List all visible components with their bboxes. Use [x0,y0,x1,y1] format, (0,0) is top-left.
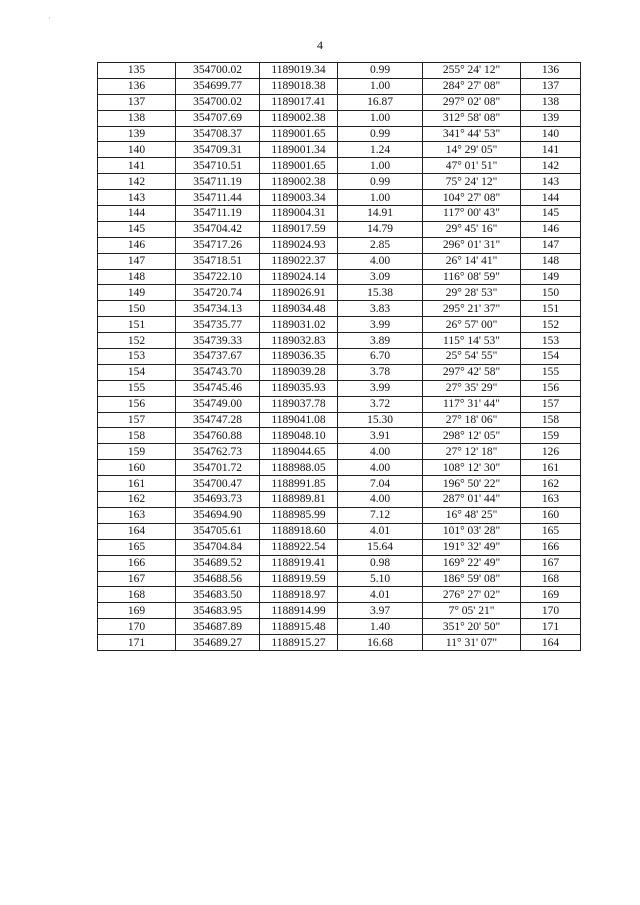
cell-x-coordinate: 354699.77 [176,78,260,94]
cell-point-number: 145 [98,221,176,237]
table-row [98,587,581,603]
cell-point-number: 152 [98,333,176,349]
cell-x-coordinate: 354722.10 [176,269,260,285]
cell-y-coordinate: 1189002.38 [260,174,338,190]
cell-distance: 3.72 [338,396,423,412]
cell-y-coordinate: 1189019.34 [260,63,338,79]
cell-point-number: 135 [98,63,176,79]
cell-y-coordinate: 1189002.38 [260,110,338,126]
cell-bearing: 297° 02' 08" [423,94,521,110]
table-row [98,523,581,539]
cell-next-point: 137 [521,78,581,94]
cell-bearing: 115° 14' 53" [423,333,521,349]
cell-next-point: 146 [521,221,581,237]
cell-distance: 1.00 [338,78,423,94]
cell-point-number: 137 [98,94,176,110]
table-row [98,78,581,94]
cell-bearing: 284° 27' 08" [423,78,521,94]
cell-bearing: 351° 20' 50" [423,619,521,635]
cell-x-coordinate: 354683.50 [176,587,260,603]
cell-next-point: 150 [521,285,581,301]
table-row [98,571,581,587]
cell-distance: 5.10 [338,571,423,587]
cell-point-number: 138 [98,110,176,126]
cell-y-coordinate: 1189001.34 [260,142,338,158]
cell-next-point: 149 [521,269,581,285]
cell-y-coordinate: 1189031.02 [260,317,338,333]
table-row [98,63,581,79]
cell-distance: 1.00 [338,110,423,126]
cell-point-number: 163 [98,507,176,523]
table-row [98,364,581,380]
cell-next-point: 169 [521,587,581,603]
cell-x-coordinate: 354737.67 [176,349,260,365]
table-row [98,126,581,142]
cell-distance: 3.89 [338,333,423,349]
cell-y-coordinate: 1189032.83 [260,333,338,349]
cell-distance: 2.85 [338,237,423,253]
cell-bearing: 295° 21' 37" [423,301,521,317]
cell-next-point: 156 [521,380,581,396]
table-row [98,142,581,158]
cell-y-coordinate: 1189036.35 [260,349,338,365]
cell-next-point: 151 [521,301,581,317]
cell-bearing: 14° 29' 05" [423,142,521,158]
cell-next-point: 139 [521,110,581,126]
cell-point-number: 150 [98,301,176,317]
cell-point-number: 160 [98,460,176,476]
cell-point-number: 166 [98,555,176,571]
cell-distance: 3.78 [338,364,423,380]
cell-point-number: 151 [98,317,176,333]
cell-distance: 0.99 [338,174,423,190]
table-row [98,94,581,110]
cell-y-coordinate: 1189044.65 [260,444,338,460]
cell-distance: 6.70 [338,349,423,365]
cell-distance: 1.40 [338,619,423,635]
cell-x-coordinate: 354717.26 [176,237,260,253]
cell-point-number: 161 [98,476,176,492]
cell-y-coordinate: 1189048.10 [260,428,338,444]
cell-next-point: 158 [521,412,581,428]
cell-next-point: 167 [521,555,581,571]
cell-distance: 1.24 [338,142,423,158]
cell-next-point: 157 [521,396,581,412]
cell-x-coordinate: 354711.44 [176,190,260,206]
cell-x-coordinate: 354704.42 [176,221,260,237]
cell-next-point: 140 [521,126,581,142]
cell-distance: 7.04 [338,476,423,492]
cell-x-coordinate: 354749.00 [176,396,260,412]
cell-distance: 4.00 [338,460,423,476]
table-row [98,603,581,619]
cell-bearing: 296° 01' 31" [423,237,521,253]
cell-y-coordinate: 1188915.48 [260,619,338,635]
table-row [98,555,581,571]
cell-y-coordinate: 1188918.97 [260,587,338,603]
cell-x-coordinate: 354700.47 [176,476,260,492]
cell-bearing: 255° 24' 12" [423,63,521,79]
table-row [98,206,581,222]
cell-next-point: 141 [521,142,581,158]
cell-next-point: 148 [521,253,581,269]
table-row [98,269,581,285]
cell-distance: 4.00 [338,253,423,269]
cell-bearing: 27° 18' 06" [423,412,521,428]
cell-y-coordinate: 1188985.99 [260,507,338,523]
cell-distance: 4.00 [338,444,423,460]
cell-distance: 14.91 [338,206,423,222]
cell-bearing: 196° 50' 22" [423,476,521,492]
table-row [98,349,581,365]
cell-y-coordinate: 1188988.05 [260,460,338,476]
cell-x-coordinate: 354707.69 [176,110,260,126]
cell-distance: 15.64 [338,539,423,555]
cell-bearing: 312° 58' 08" [423,110,521,126]
cell-y-coordinate: 1188918.60 [260,523,338,539]
cell-next-point: 163 [521,492,581,508]
cell-distance: 3.91 [338,428,423,444]
table-row [98,333,581,349]
cell-next-point: 171 [521,619,581,635]
cell-y-coordinate: 1189026.91 [260,285,338,301]
cell-next-point: 166 [521,539,581,555]
cell-next-point: 136 [521,63,581,79]
cell-y-coordinate: 1188914.99 [260,603,338,619]
cell-x-coordinate: 354718.51 [176,253,260,269]
table-row [98,460,581,476]
cell-distance: 3.09 [338,269,423,285]
cell-y-coordinate: 1189001.65 [260,126,338,142]
cell-next-point: 143 [521,174,581,190]
cell-y-coordinate: 1189035.93 [260,380,338,396]
cell-distance: 0.99 [338,63,423,79]
cell-distance: 15.38 [338,285,423,301]
cell-point-number: 141 [98,158,176,174]
table-row [98,412,581,428]
cell-bearing: 11° 31' 07" [423,635,521,651]
cell-x-coordinate: 354711.19 [176,206,260,222]
table-row [98,619,581,635]
table-row [98,190,581,206]
table-row [98,539,581,555]
cell-bearing: 116° 08' 59" [423,269,521,285]
cell-bearing: 298° 12' 05" [423,428,521,444]
table-row [98,158,581,174]
cell-next-point: 170 [521,603,581,619]
cell-next-point: 152 [521,317,581,333]
cell-distance: 3.99 [338,380,423,396]
cell-point-number: 162 [98,492,176,508]
cell-x-coordinate: 354745.46 [176,380,260,396]
table-row [98,237,581,253]
cell-bearing: 287° 01' 44" [423,492,521,508]
cell-distance: 7.12 [338,507,423,523]
cell-next-point: 126 [521,444,581,460]
cell-next-point: 153 [521,333,581,349]
cell-next-point: 162 [521,476,581,492]
cell-distance: 16.87 [338,94,423,110]
cell-point-number: 157 [98,412,176,428]
table-row [98,221,581,237]
cell-bearing: 27° 35' 29" [423,380,521,396]
coordinates-table-body [98,63,581,651]
cell-x-coordinate: 354701.72 [176,460,260,476]
cell-next-point: 144 [521,190,581,206]
cell-x-coordinate: 354689.27 [176,635,260,651]
cell-x-coordinate: 354694.90 [176,507,260,523]
cell-bearing: 186° 59' 08" [423,571,521,587]
cell-next-point: 160 [521,507,581,523]
cell-y-coordinate: 1189024.93 [260,237,338,253]
cell-bearing: 117° 31' 44" [423,396,521,412]
cell-next-point: 155 [521,364,581,380]
table-row [98,110,581,126]
cell-point-number: 140 [98,142,176,158]
cell-point-number: 139 [98,126,176,142]
cell-point-number: 159 [98,444,176,460]
table-row [98,396,581,412]
cell-bearing: 101° 03' 28" [423,523,521,539]
table-row [98,476,581,492]
cell-bearing: 108° 12' 30" [423,460,521,476]
cell-point-number: 153 [98,349,176,365]
cell-distance: 14.79 [338,221,423,237]
cell-point-number: 146 [98,237,176,253]
cell-point-number: 169 [98,603,176,619]
cell-x-coordinate: 354705.61 [176,523,260,539]
cell-distance: 16.68 [338,635,423,651]
table-row [98,285,581,301]
cell-point-number: 149 [98,285,176,301]
cell-x-coordinate: 354700.02 [176,94,260,110]
cell-distance: 3.83 [338,301,423,317]
cell-bearing: 117° 00' 43" [423,206,521,222]
table-row [98,492,581,508]
cell-x-coordinate: 354743.70 [176,364,260,380]
cell-y-coordinate: 1188919.41 [260,555,338,571]
cell-x-coordinate: 354700.02 [176,63,260,79]
cell-next-point: 164 [521,635,581,651]
cell-bearing: 297° 42' 58" [423,364,521,380]
cell-point-number: 167 [98,571,176,587]
cell-x-coordinate: 354720.74 [176,285,260,301]
cell-x-coordinate: 354739.33 [176,333,260,349]
cell-point-number: 143 [98,190,176,206]
cell-distance: 15.30 [338,412,423,428]
cell-y-coordinate: 1189039.28 [260,364,338,380]
table-row [98,301,581,317]
cell-x-coordinate: 354709.31 [176,142,260,158]
table-row [98,253,581,269]
cell-distance: 4.01 [338,523,423,539]
cell-point-number: 171 [98,635,176,651]
cell-x-coordinate: 354760.88 [176,428,260,444]
cell-bearing: 26° 14' 41" [423,253,521,269]
cell-point-number: 165 [98,539,176,555]
cell-bearing: 104° 27' 08" [423,190,521,206]
cell-x-coordinate: 354687.89 [176,619,260,635]
cell-next-point: 145 [521,206,581,222]
cell-x-coordinate: 354711.19 [176,174,260,190]
cell-point-number: 148 [98,269,176,285]
cell-point-number: 142 [98,174,176,190]
cell-point-number: 155 [98,380,176,396]
cell-x-coordinate: 354747.28 [176,412,260,428]
cell-bearing: 26° 57' 00" [423,317,521,333]
cell-x-coordinate: 354689.52 [176,555,260,571]
cell-x-coordinate: 354688.56 [176,571,260,587]
cell-next-point: 138 [521,94,581,110]
cell-y-coordinate: 1189041.08 [260,412,338,428]
cell-point-number: 164 [98,523,176,539]
cell-distance: 3.97 [338,603,423,619]
table-row [98,428,581,444]
cell-next-point: 147 [521,237,581,253]
cell-y-coordinate: 1188919.59 [260,571,338,587]
cell-y-coordinate: 1188989.81 [260,492,338,508]
cell-next-point: 168 [521,571,581,587]
table-row [98,507,581,523]
cell-point-number: 147 [98,253,176,269]
cell-bearing: 169° 22' 49" [423,555,521,571]
cell-bearing: 25° 54' 55" [423,349,521,365]
cell-x-coordinate: 354734.13 [176,301,260,317]
cell-point-number: 158 [98,428,176,444]
cell-y-coordinate: 1189024.14 [260,269,338,285]
cell-distance: 0.99 [338,126,423,142]
page-number: 4 [317,38,323,52]
cell-y-coordinate: 1189004.31 [260,206,338,222]
table-row [98,380,581,396]
cell-point-number: 170 [98,619,176,635]
cell-y-coordinate: 1188922.54 [260,539,338,555]
cell-distance: 4.00 [338,492,423,508]
cell-bearing: 16° 48' 25" [423,507,521,523]
cell-x-coordinate: 354710.51 [176,158,260,174]
cell-distance: 0.98 [338,555,423,571]
cell-y-coordinate: 1189018.38 [260,78,338,94]
cell-distance: 1.00 [338,158,423,174]
table-row [98,444,581,460]
cell-bearing: 47° 01' 51" [423,158,521,174]
table-row [98,635,581,651]
cell-y-coordinate: 1189022.37 [260,253,338,269]
coordinates-table [97,62,581,651]
cell-y-coordinate: 1189034.48 [260,301,338,317]
cell-x-coordinate: 354762.73 [176,444,260,460]
cell-point-number: 144 [98,206,176,222]
cell-distance: 1.00 [338,190,423,206]
cell-point-number: 168 [98,587,176,603]
cell-distance: 3.99 [338,317,423,333]
cell-x-coordinate: 354708.37 [176,126,260,142]
cell-bearing: 191° 32' 49" [423,539,521,555]
cell-point-number: 156 [98,396,176,412]
cell-y-coordinate: 1188915.27 [260,635,338,651]
cell-next-point: 159 [521,428,581,444]
cell-y-coordinate: 1189017.59 [260,221,338,237]
cell-next-point: 165 [521,523,581,539]
cell-point-number: 154 [98,364,176,380]
cell-distance: 4.01 [338,587,423,603]
cell-y-coordinate: 1189001.65 [260,158,338,174]
cell-bearing: 7° 05' 21" [423,603,521,619]
cell-bearing: 276° 27' 02" [423,587,521,603]
cell-y-coordinate: 1189037.78 [260,396,338,412]
cell-next-point: 154 [521,349,581,365]
cell-y-coordinate: 1189017.41 [260,94,338,110]
cell-bearing: 27° 12' 18" [423,444,521,460]
table-row [98,174,581,190]
cell-x-coordinate: 354693.73 [176,492,260,508]
cell-x-coordinate: 354704.84 [176,539,260,555]
cell-bearing: 341° 44' 53" [423,126,521,142]
cell-point-number: 136 [98,78,176,94]
cell-next-point: 142 [521,158,581,174]
cell-y-coordinate: 1188991.85 [260,476,338,492]
cell-x-coordinate: 354735.77 [176,317,260,333]
cell-y-coordinate: 1189003.34 [260,190,338,206]
cell-bearing: 75° 24' 12" [423,174,521,190]
cell-next-point: 161 [521,460,581,476]
cell-bearing: 29° 45' 16" [423,221,521,237]
cell-bearing: 29° 28' 53" [423,285,521,301]
scan-speck-mark: · [48,14,51,23]
cell-x-coordinate: 354683.95 [176,603,260,619]
table-row [98,317,581,333]
